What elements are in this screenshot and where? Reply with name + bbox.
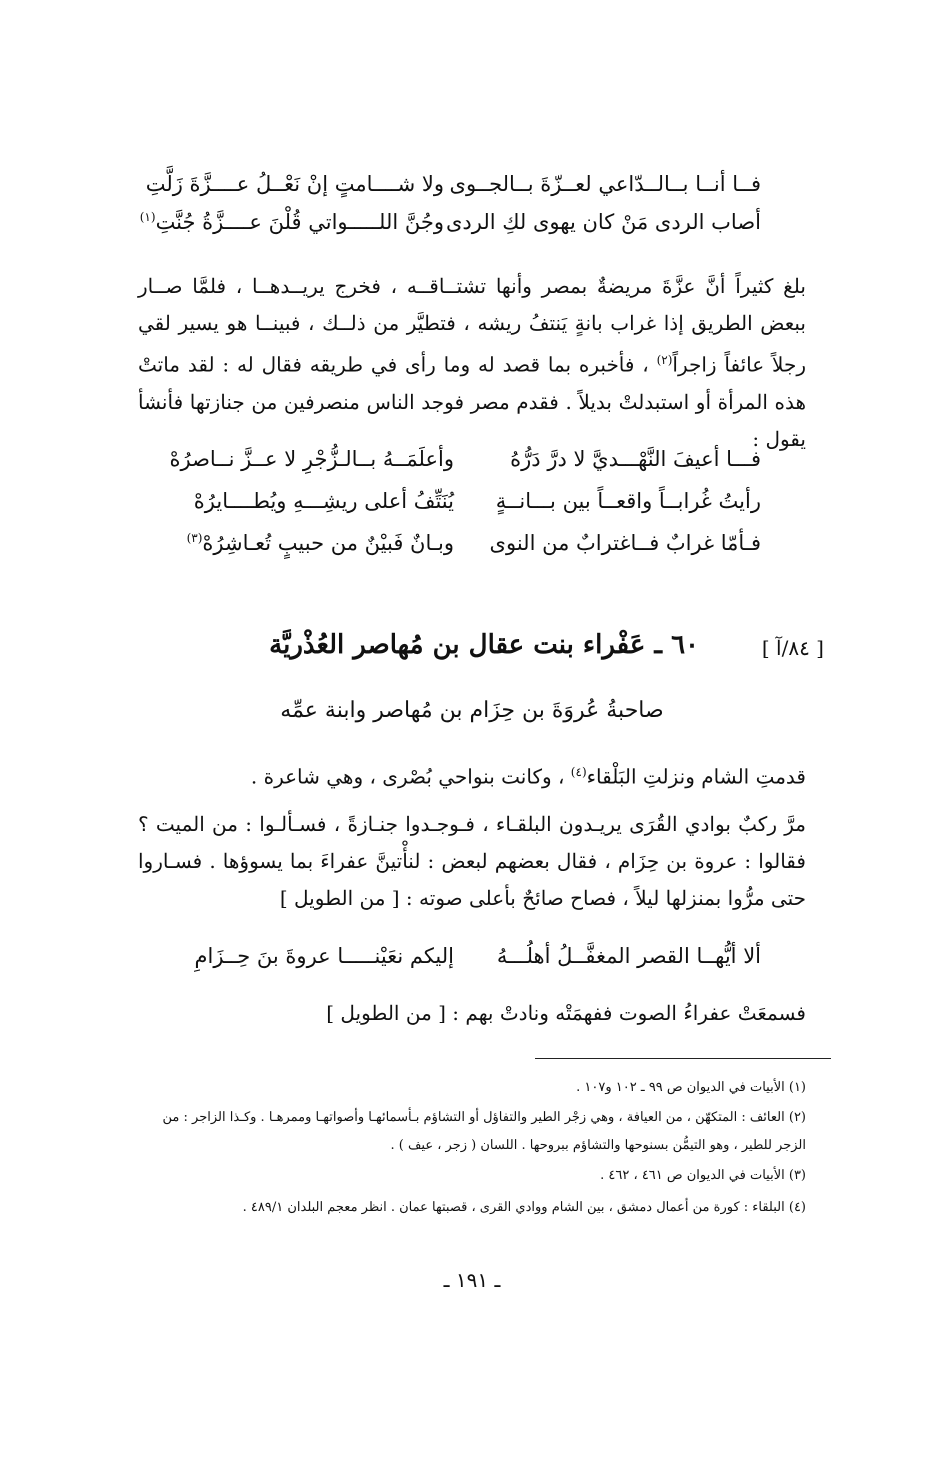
hemistich-left: وأعلَمَــهُ بــالـزُّجْرِ لا عــزَّ نــاصرُهْ	[169, 447, 454, 471]
verse-line	[0, 531, 944, 573]
section-title: ٦٠ ـ عَفْراء بنت عقال بن مُهاصر العُذْريَّة	[269, 630, 699, 660]
verse-line	[0, 489, 944, 531]
hemistich-left: ولا شــــامتٍ إنْ نَعْــلُ عــــزَّةَ زَلَّتِ	[145, 172, 444, 196]
poem-bottom	[0, 944, 944, 978]
section-subtitle: صاحبةُ عُروَةَ بن حِزَام بن مُهاصر وابنة عمِّه	[280, 698, 664, 723]
hemistich-right: أصاب الردى مَنْ كان يهوى لكِ الردى	[445, 210, 761, 234]
paragraph: فسمعَتْ عفراءُ الصوت ففهمَتْه ونادتْ بهم : [ من الطويل ]	[326, 1001, 806, 1025]
footnote-ref[interactable]: (١)	[139, 210, 156, 224]
manuscript-ref: [ ٨٤/آ ]	[761, 636, 824, 660]
paragraph-text: بلغ كثيراً أنَّ عزَّةَ مريضةٌ بمصر وأنها تشتــاقــه ، فخرج يريــدهــا ، فلمَّا صــار ببعض الطريق إذا غراب بانةٍ يَنتفُ ريشه ، فتطيَّر من ذلــك ، فبينــا هو يسير لقي رجلاً عائفاً زاجراً	[138, 274, 806, 377]
hemistich-right: فــا أنــا بــالــدّاعي لعــزّةَ بــالجــوى	[449, 172, 761, 196]
poem-top	[0, 172, 944, 244]
verse-text: وبـانٌ فَبيْنٌ من حبيبٍ تُعـاشِرُهْ	[202, 531, 454, 555]
verse-line	[0, 210, 944, 244]
verse-line	[0, 944, 944, 978]
footnote-ref[interactable]: (٣)	[186, 531, 203, 545]
hemistich-right: فـأمّا غرابٌ فــاغترابٌ من النوى	[489, 531, 761, 555]
hemistich-right: فـــا أعيفَ النَّهْـــديَّ لا درَّ دَرُّهُ	[510, 447, 761, 471]
verse-line	[0, 447, 944, 489]
hemistich-left: يُنَتِّفُ أعلى ريشِـــهِ ويُطــــايرُهْ	[193, 489, 454, 513]
verse-line	[0, 172, 944, 206]
poem-middle	[0, 447, 944, 573]
hemistich-left	[140, 210, 444, 234]
footnote: (١) الأبيات في الديوان ص ٩٩ ـ ١٠٢ و١٠٧ .	[576, 1080, 806, 1095]
paragraph	[138, 268, 806, 458]
verse-text: وجُنَّ اللـــــواتي قُلْنَ عــــزَّةُ جُنَّتِ	[155, 210, 444, 234]
paragraph-text: ، فأخبره بما قصد له وما رأى في طريقه فقال له : لقد ماتتْ هذه المرأة أو استبدلتْ بديلاً . فقدم مصر فوجد الناس منصرفين من جنازتها فأنشأ يقول :	[138, 352, 806, 451]
page-number: ـ ١٩١ ـ	[443, 1268, 501, 1292]
footnote: (٢) العائف : المتكهّن ، من العيافة ، وهي زجْر الطير والتفاؤل أو التشاؤم بـأسمائهـا وأصواتهـا وممرهـا . وكـذا الزاجر : من الزجر للطير ، وهو التيمُّن بسنوحها والتشاؤم ببروحها . اللسان ( زجر ، عيف ) .	[162, 1110, 806, 1153]
footnote-ref[interactable]: (٢)	[656, 353, 673, 367]
footnote: (٣) الأبيات في الديوان ص ٤٦١ ، ٤٦٢ .	[600, 1168, 806, 1183]
footnote: (٤) البلقاء : كورة من أعمال دمشق ، بين الشام ووادي القرى ، قصبتها عمان . انظر معجم البلدان ٤٨٩/١ .	[242, 1200, 806, 1215]
hemistich-left: إليكم نعَيْنـــــا عروةَ بنَ حِــزَامِ	[194, 944, 454, 968]
footnote-ref[interactable]: (٤)	[570, 765, 587, 779]
section-heading	[0, 630, 944, 674]
paragraph-text: قدمتِ الشام ونزلتِ البَلْقاء	[586, 764, 806, 789]
paragraph	[138, 754, 806, 796]
footnote-divider	[535, 1058, 831, 1059]
footnotes	[138, 1072, 806, 1224]
paragraph-text: ، وكانت بنواحي بُصْرى ، وهي شاعرة .	[250, 764, 571, 789]
hemistich-right: ألا أيُّهــا القصر المغفَّــلُ أهلُـــهُ	[496, 944, 761, 968]
paragraph: مرَّ ركبٌ بوادي القُرَى يريـدون البلقـاء ، فـوجـدوا جنـازةً ، فسـألـوا : من الميت ؟ فقالوا : عروة بن حِزَام ، فقال بعضهم لبعض : لنأْتينَّ عفراءَ بما يسوؤها . فسـاروا حتى مرُّوا بمنزلها ليلاً ، فصاح صائحٌ بأعلى صوته : [ من الطويل ]	[138, 812, 807, 910]
hemistich-right: رأيتُ غُرابــاً واقعــاً بين بـــانــةٍ	[495, 489, 761, 513]
hemistich-left	[187, 531, 454, 555]
